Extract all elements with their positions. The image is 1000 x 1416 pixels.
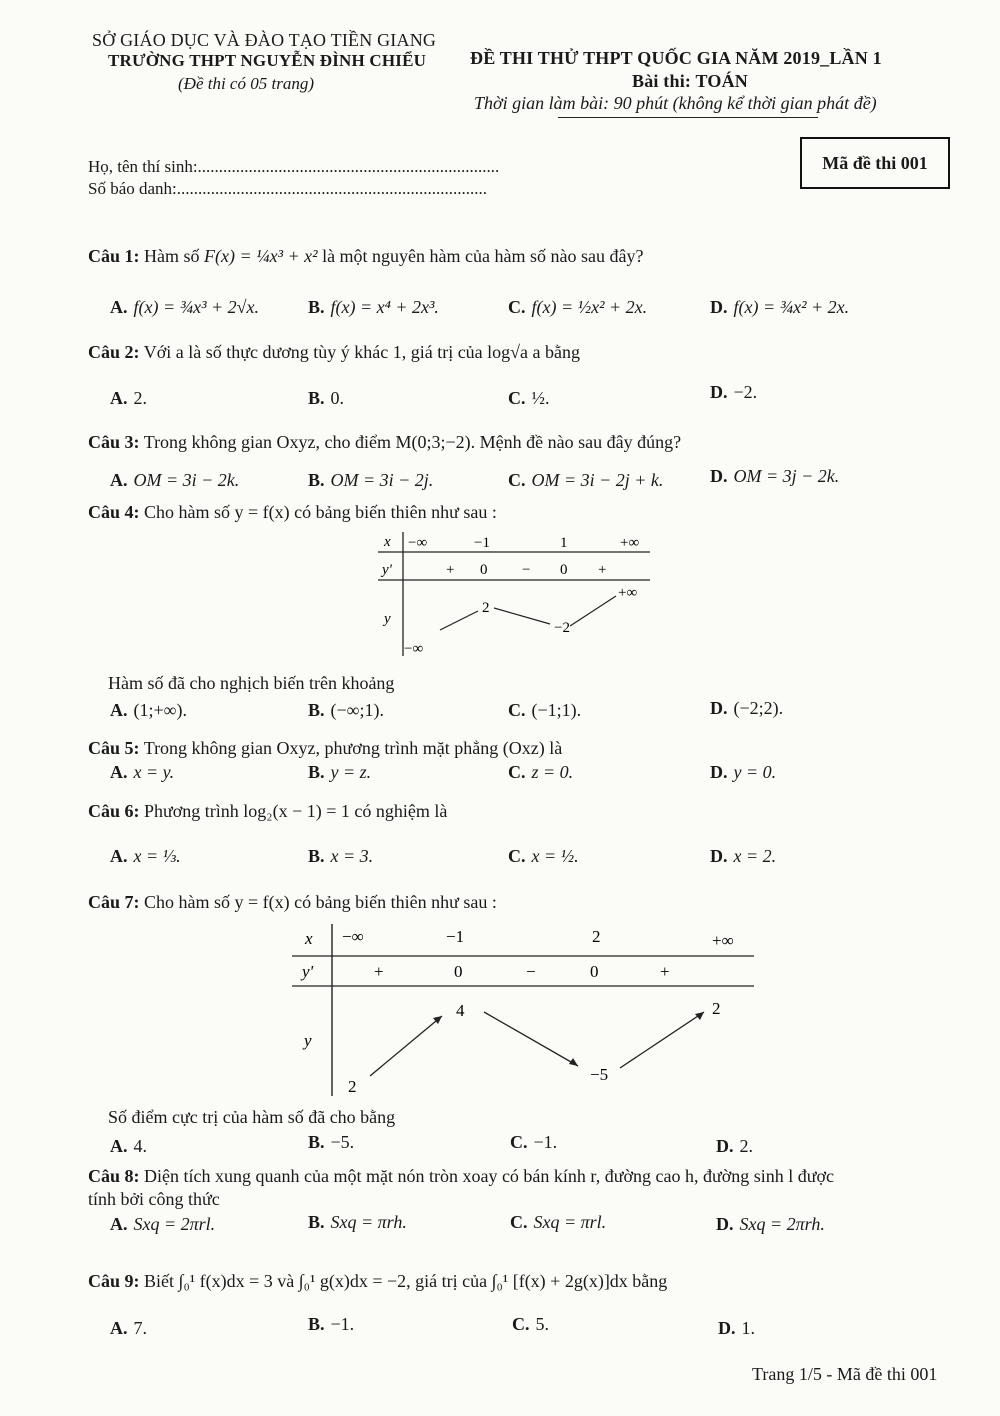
- question-2: [88, 342, 580, 363]
- q8-option-b[interactable]: [308, 1212, 407, 1233]
- q8-option-a[interactable]: [110, 1214, 215, 1235]
- q4-option-b[interactable]: [308, 700, 384, 721]
- question-6-stem: Phương trình log₂(x − 1) = 1 có nghiệm là: [144, 801, 448, 821]
- q8-option-c-value: Sxq = πrl.: [533, 1212, 607, 1232]
- t4-yprime-label: y': [382, 562, 392, 578]
- question-8-stem: Diện tích xung quanh của một mặt nón tròn xoay có bán kính r, đường cao h, đường sinh l được: [144, 1166, 834, 1186]
- question-8-label: Câu 8:: [88, 1166, 140, 1186]
- t4-x-val: −1: [474, 535, 490, 551]
- q3-option-a-value: OM = 3i − 2k.: [133, 470, 240, 490]
- question-6: [88, 801, 447, 822]
- t4-arrow-down: [494, 608, 550, 624]
- t4-y-label: y: [384, 611, 391, 627]
- t7-y-val: −5: [590, 1065, 609, 1084]
- q3-option-c-label: C.: [508, 470, 526, 490]
- question-1-label: Câu 1:: [88, 246, 140, 266]
- q1-option-c-value: f(x) = ½x² + 2x.: [531, 297, 648, 317]
- q6-option-c-value: x = ½.: [531, 846, 579, 866]
- t7-y-val: 2: [712, 999, 721, 1018]
- question-4-label: Câu 4:: [88, 502, 140, 522]
- q4-option-c-value: (−1;1).: [531, 700, 582, 720]
- q4-option-c-label: C.: [508, 700, 526, 720]
- q9-option-a[interactable]: [110, 1318, 147, 1339]
- q6-option-d-label: D.: [710, 846, 728, 866]
- q4-option-c[interactable]: [508, 700, 581, 721]
- q7-option-d[interactable]: [716, 1136, 753, 1157]
- q2-option-c-value: ½.: [531, 388, 550, 408]
- department-name: SỞ GIÁO DỤC VÀ ĐÀO TẠO TIỀN GIANG: [92, 30, 437, 50]
- q7-option-a[interactable]: [110, 1136, 147, 1157]
- question-7-sub: Số điểm cực trị của hàm số đã cho bằng: [108, 1107, 396, 1127]
- q8-option-d-value: Sxq = 2πrh.: [739, 1214, 825, 1234]
- t7-arrow-up: [620, 1012, 704, 1068]
- variation-table-q4: [370, 528, 670, 658]
- page-footer: Trang 1/5 - Mã đề thi 001: [752, 1364, 938, 1384]
- question-2-label: Câu 2:: [88, 342, 140, 362]
- q5-option-b[interactable]: [308, 762, 371, 783]
- candidate-name-field: Họ, tên thí sinh:.......................................................................: [88, 157, 500, 176]
- t7-sign: −: [526, 962, 536, 981]
- q8-option-b-label: B.: [308, 1212, 325, 1232]
- subject-title: Bài thi: TOÁN: [632, 71, 748, 91]
- q6-option-a[interactable]: [110, 846, 181, 867]
- question-4-stem: Cho hàm số y = f(x) có bảng biến thiên như sau :: [144, 502, 497, 522]
- q9-option-d-label: D.: [718, 1318, 736, 1338]
- q5-option-a-value: x = y.: [133, 762, 175, 782]
- t4-sign: +: [598, 562, 607, 578]
- t7-x-val: +∞: [712, 931, 734, 950]
- question-9-label: Câu 9:: [88, 1271, 140, 1291]
- q9-option-b-value: −1.: [330, 1314, 355, 1334]
- q9-option-b[interactable]: [308, 1314, 354, 1335]
- school-name: TRƯỜNG THPT NGUYỄN ĐÌNH CHIỂU: [108, 51, 427, 70]
- t7-x-label: x: [305, 929, 313, 948]
- question-7-stem: Cho hàm số y = f(x) có bảng biến thiên như sau :: [144, 892, 497, 912]
- q5-option-a[interactable]: [110, 762, 174, 783]
- t4-sign: −: [522, 562, 531, 578]
- q3-option-b-label: B.: [308, 470, 325, 490]
- question-1-expr: F(x) = ¼x³ + x²: [204, 246, 318, 266]
- t7-sign: 0: [590, 962, 599, 981]
- t4-x-val: −∞: [408, 535, 428, 551]
- t7-x-val: −∞: [342, 927, 364, 946]
- q5-option-d-label: D.: [710, 762, 728, 782]
- q3-option-b-value: OM = 3i − 2j.: [330, 470, 434, 490]
- t7-x-val: −1: [446, 927, 465, 946]
- t7-y-val: 2: [348, 1077, 357, 1096]
- q3-option-d-label: D.: [710, 466, 728, 486]
- q6-option-c[interactable]: [508, 846, 579, 867]
- q2-option-d-value: −2.: [733, 382, 758, 402]
- time-note: Thời gian làm bài: 90 phút (không kể thời gian phát đề): [474, 93, 877, 113]
- question-1-stem-pre: Hàm số: [144, 246, 200, 266]
- t4-x-val: 1: [560, 535, 568, 551]
- q5-option-d-value: y = 0.: [733, 762, 777, 782]
- q7-option-c[interactable]: [510, 1132, 557, 1153]
- q6-option-a-value: x = ⅓.: [133, 846, 181, 866]
- q1-option-b[interactable]: [308, 297, 439, 318]
- q8-option-d-label: D.: [716, 1214, 734, 1234]
- q2-option-b[interactable]: [308, 388, 344, 409]
- q5-option-b-value: y = z.: [330, 762, 372, 782]
- t7-sign: 0: [454, 962, 463, 981]
- q4-option-b-value: (−∞;1).: [330, 700, 384, 720]
- question-3-label: Câu 3:: [88, 432, 140, 452]
- t4-arrow-up: [570, 596, 616, 626]
- q7-option-b-label: B.: [308, 1132, 325, 1152]
- pages-note: (Đề thi có 05 trang): [178, 74, 314, 93]
- t7-y-label: y: [304, 1031, 312, 1050]
- q7-option-b-value: −5.: [330, 1132, 355, 1152]
- exam-code-box: Mã đề thi 001: [800, 137, 950, 189]
- t4-y-val: 2: [482, 600, 490, 616]
- q9-option-d-value: 1.: [741, 1318, 755, 1338]
- q3-option-a[interactable]: [110, 470, 239, 491]
- question-3: [88, 432, 681, 453]
- q7-option-c-value: −1.: [533, 1132, 558, 1152]
- q4-option-d-value: (−2;2).: [733, 698, 784, 718]
- q1-option-d[interactable]: [710, 297, 849, 318]
- q2-option-a-label: A.: [110, 388, 128, 408]
- t4-x-label: x: [384, 534, 391, 550]
- q3-option-c-value: OM = 3i − 2j + k.: [531, 470, 664, 490]
- q9-option-c-value: 5.: [535, 1314, 549, 1334]
- q2-option-d-label: D.: [710, 382, 728, 402]
- t7-yprime-label: y': [302, 962, 314, 981]
- q7-option-a-value: 4.: [133, 1136, 147, 1156]
- q6-option-b-value: x = 3.: [330, 846, 374, 866]
- q1-option-a-value: f(x) = ¾x³ + 2√x.: [133, 297, 260, 317]
- q5-option-a-label: A.: [110, 762, 128, 782]
- q9-option-c-label: C.: [512, 1314, 530, 1334]
- question-4-sub: Hàm số đã cho nghịch biến trên khoảng: [108, 673, 395, 693]
- variation-table-q7: [288, 920, 758, 1098]
- q5-option-c-label: C.: [508, 762, 526, 782]
- q2-option-c-label: C.: [508, 388, 526, 408]
- q1-option-d-label: D.: [710, 297, 728, 317]
- q2-option-a[interactable]: [110, 388, 147, 409]
- q2-option-a-value: 2.: [133, 388, 147, 408]
- q3-option-c[interactable]: [508, 470, 663, 491]
- question-9: [88, 1271, 667, 1292]
- q7-option-d-value: 2.: [739, 1136, 753, 1156]
- t7-arrow-head: [569, 1058, 578, 1066]
- q5-option-b-label: B.: [308, 762, 325, 782]
- q1-option-b-value: f(x) = x⁴ + 2x³.: [330, 297, 439, 317]
- q1-option-c[interactable]: [508, 297, 647, 318]
- question-5-stem: Trong không gian Oxyz, phương trình mặt phẳng (Oxz) là: [143, 738, 563, 758]
- question-2-stem: Với a là số thực dương tùy ý khác 1, giá trị của log√a a bằng: [143, 342, 581, 362]
- candidate-id-field: Số báo danh:.........................................................................: [88, 179, 488, 198]
- t7-sign: +: [374, 962, 384, 981]
- q9-option-d[interactable]: [718, 1318, 755, 1339]
- t4-y-val: −∞: [404, 641, 424, 657]
- q4-option-a-label: A.: [110, 700, 128, 720]
- q7-option-a-label: A.: [110, 1136, 128, 1156]
- q4-option-d-label: D.: [710, 698, 728, 718]
- t7-y-val: 4: [456, 1001, 465, 1020]
- t7-arrow-down: [484, 1012, 578, 1066]
- exam-title: ĐỀ THI THỬ THPT QUỐC GIA NĂM 2019_LẦN 1: [470, 48, 882, 68]
- q1-option-d-value: f(x) = ¾x² + 2x.: [733, 297, 850, 317]
- q3-option-a-label: A.: [110, 470, 128, 490]
- t7-arrow-head: [695, 1012, 704, 1020]
- q5-option-c-value: z = 0.: [531, 762, 574, 782]
- q5-option-c[interactable]: [508, 762, 573, 783]
- q6-option-b[interactable]: [308, 846, 373, 867]
- q7-option-c-label: C.: [510, 1132, 528, 1152]
- question-8: [88, 1166, 834, 1187]
- q6-option-d[interactable]: [710, 846, 776, 867]
- q7-option-b[interactable]: [308, 1132, 354, 1153]
- q9-option-a-label: A.: [110, 1318, 128, 1338]
- q6-option-b-label: B.: [308, 846, 325, 866]
- t4-arrow-up: [440, 611, 478, 630]
- question-8-stem-cont: tính bởi công thức: [88, 1189, 220, 1209]
- q1-option-a-label: A.: [110, 297, 128, 317]
- question-1-stem-post: là một nguyên hàm của hàm số nào sau đây?: [322, 246, 644, 266]
- q5-option-d[interactable]: [710, 762, 776, 783]
- q4-option-a[interactable]: [110, 700, 187, 721]
- q2-option-b-value: 0.: [330, 388, 345, 408]
- q9-option-a-value: 7.: [133, 1318, 147, 1338]
- q2-option-d[interactable]: [710, 382, 757, 403]
- q3-option-d[interactable]: [710, 466, 839, 487]
- q3-option-b[interactable]: [308, 470, 433, 491]
- q4-option-b-label: B.: [308, 700, 325, 720]
- t4-y-val: −2: [554, 620, 570, 636]
- question-5: [88, 738, 562, 759]
- t4-y-val: +∞: [618, 585, 638, 601]
- question-4: [88, 502, 497, 523]
- t7-x-val: 2: [592, 927, 601, 946]
- q2-option-b-label: B.: [308, 388, 325, 408]
- question-7-label: Câu 7:: [88, 892, 140, 912]
- q4-option-a-value: (1;+∞).: [133, 700, 187, 720]
- t4-x-val: +∞: [620, 535, 640, 551]
- question-5-label: Câu 5:: [88, 738, 140, 758]
- q8-option-a-value: Sxq = 2πrl.: [133, 1214, 216, 1234]
- q8-option-b-value: Sxq = πrh.: [330, 1212, 407, 1232]
- q9-option-c[interactable]: [512, 1314, 549, 1335]
- q9-option-b-label: B.: [308, 1314, 325, 1334]
- question-9-stem: Biết ∫₀¹ f(x)dx = 3 và ∫₀¹ g(x)dx = −2, giá trị của ∫₀¹ [f(x) + 2g(x)]dx bằng: [144, 1271, 668, 1291]
- q2-option-c[interactable]: [508, 388, 550, 409]
- question-1: [88, 246, 643, 267]
- t7-arrow-up: [370, 1016, 442, 1076]
- question-6-label: Câu 6:: [88, 801, 140, 821]
- q6-option-d-value: x = 2.: [733, 846, 777, 866]
- q8-option-a-label: A.: [110, 1214, 128, 1234]
- q4-option-d[interactable]: [710, 698, 783, 719]
- t4-sign: 0: [560, 562, 568, 578]
- question-3-stem: Trong không gian Oxyz, cho điểm M(0;3;−2). Mệnh đề nào sau đây đúng?: [143, 432, 682, 452]
- q1-option-c-label: C.: [508, 297, 526, 317]
- q6-option-c-label: C.: [508, 846, 526, 866]
- t7-sign: +: [660, 962, 670, 981]
- q1-option-b-label: B.: [308, 297, 325, 317]
- t4-sign: +: [446, 562, 455, 578]
- q6-option-a-label: A.: [110, 846, 128, 866]
- time-underline: [558, 117, 818, 118]
- t4-sign: 0: [480, 562, 488, 578]
- q7-option-d-label: D.: [716, 1136, 734, 1156]
- question-7: [88, 892, 497, 913]
- q8-option-c[interactable]: [510, 1212, 606, 1233]
- q8-option-c-label: C.: [510, 1212, 528, 1232]
- q1-option-a[interactable]: [110, 297, 259, 318]
- q8-option-d[interactable]: [716, 1214, 825, 1235]
- q3-option-d-value: OM = 3j − 2k.: [733, 466, 840, 486]
